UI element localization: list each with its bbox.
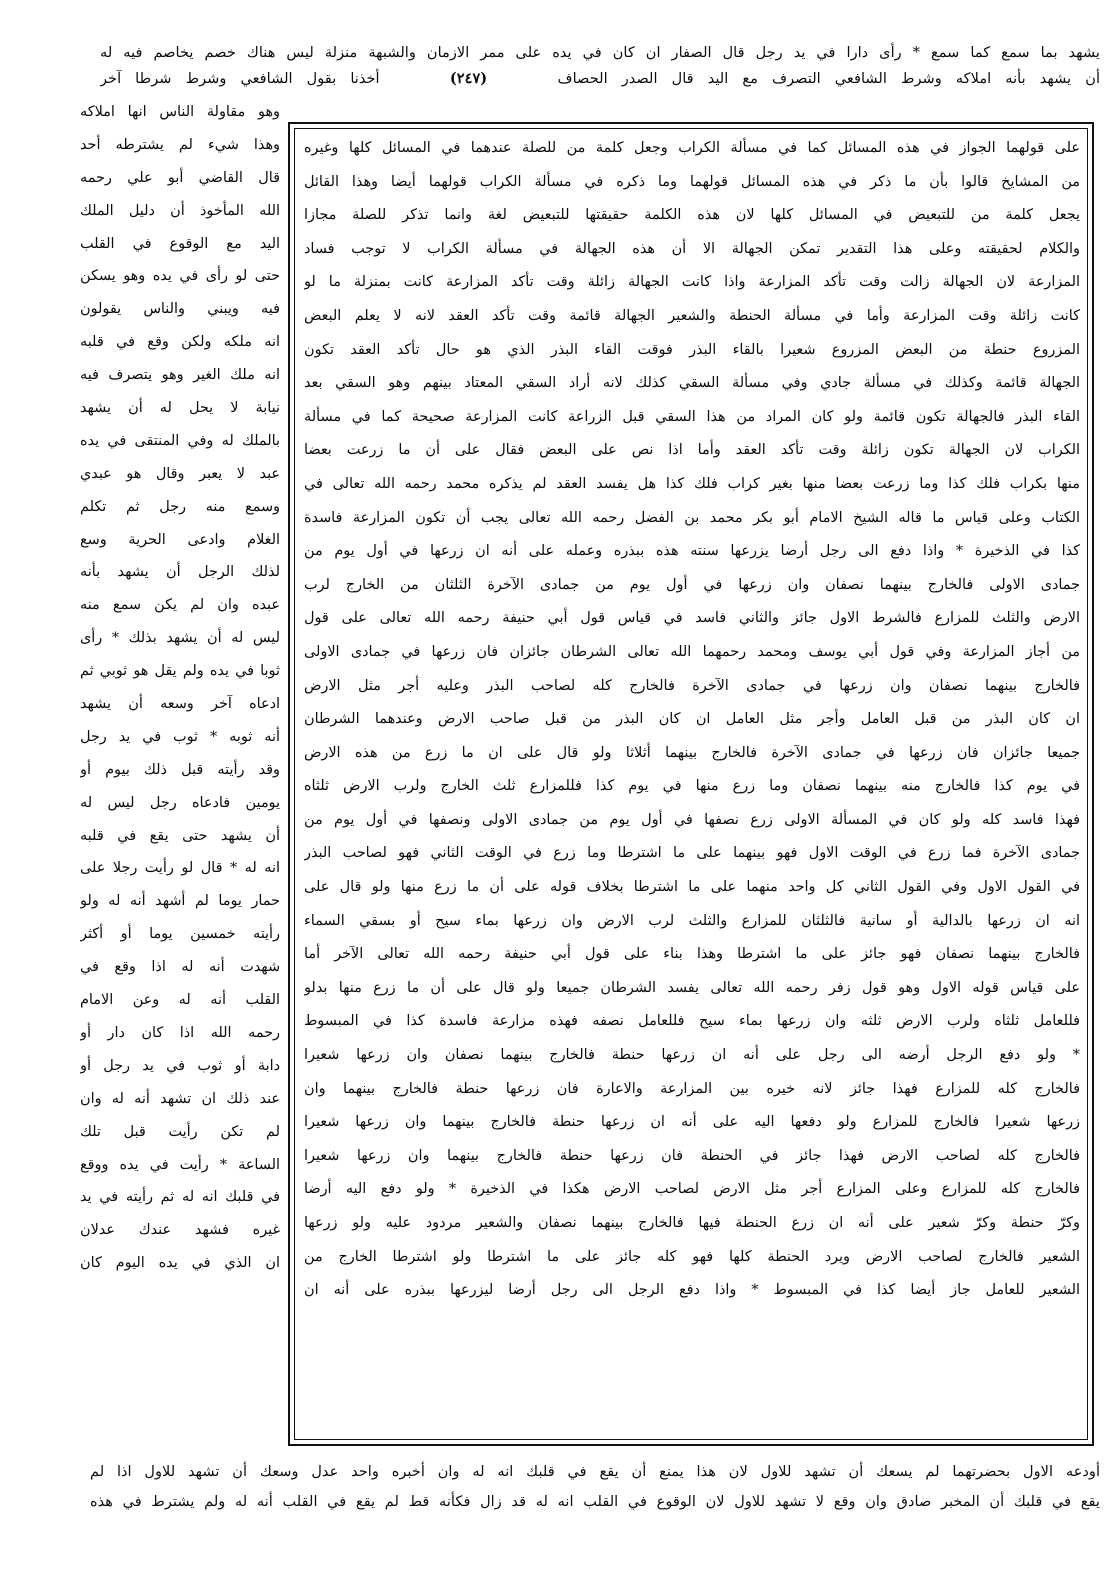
footer-line-1: أودعه الاول بحضرتهما لم يسعك أن تشهد للاول لان هذا يمنع أن يقع في قلبك انه له وان أخبره واحد عدل وسعك أن تشهد للاول اذا لم (90, 1463, 1100, 1480)
margin-text-line: الغلام وادعى الحرية وسع (80, 531, 280, 548)
margin-text-line: رأيته خمسين يوما أو أكثر (80, 926, 280, 943)
main-text-line: من أجاز المزارعة وفي قول أبي يوسف ومحمد رحمهما الله تعالى الشرطان جائزان فان زرعها في جمادى الاولى (304, 643, 1080, 660)
main-text-line: فالخارج كله للمزارع وعلى المزارع أجر مثل الارض لصاحب الارض هكذا في الذخيرة * ولو دفع اليه أرضا (304, 1181, 1080, 1198)
main-text-line: زرعها شعيرا فالخارج للمزارع ولو دفعها اليه على أنه ان زرعها حنطة فالخارج بينهما وان زرعها شعيرا (304, 1114, 1080, 1131)
footer-line-2: يقع في قلبك أن المخبر صادق وان وقع لا تشهد للاول لان الوقوع في القلب انه له قد زال فكأنه قط لم يقع في القلب أنه له ولم يشترط في هذه (90, 1493, 1100, 1510)
margin-text-line: لذلك الرجل أن يشهد بأنه (80, 564, 280, 581)
header-line-2-left: أخذنا بقول الشافعي وشرط شرطا آخر (100, 70, 380, 87)
margin-text-line: انه ملك الغير وهو يتصرف فيه (80, 367, 280, 384)
main-text-line: ان كان البذر من قبل العامل وأجر مثل العامل ان كان البذر من قبل صاحب الارض وعندهما الشرطان (304, 711, 1080, 728)
margin-text-line: فيه ويبني والناس يقولون (80, 301, 280, 318)
margin-text-line: حمار يوما لم أشهد أنه له ولو (80, 893, 280, 910)
margin-text-line: رحمه الله اذا كان دار أو (80, 1024, 280, 1041)
main-text-line: منها بكراب فلك كذا وما زرعت بعضا منها بغير كراب فلك كذا هل يفسد العقد لم يذكره محمد رحمه الله تعالى في (304, 475, 1080, 492)
margin-text-line: الساعة * رأيت في يده ووقع (80, 1156, 280, 1173)
margin-text-line: انه له * قال لو رأيت رجلا على (80, 860, 280, 877)
main-text-line: القاء البذر فالجهالة تكون قائمة ولو كان المراد من هذا السقي قبل الزراعة كانت المزارعة صحيحة كما في مسألة (304, 408, 1080, 425)
main-text-line: الكتاب وعلى قياس ما قاله الشيخ الامام أبو بكر محمد بن الفضل رحمه الله تعالى يجب أن تكون المزارعة فاسدة (304, 509, 1080, 526)
margin-text-line: وقد رأيته قبل ذلك بيوم أو (80, 761, 280, 778)
margin-text-line: لم تكن رأيت قبل تلك (80, 1123, 280, 1140)
main-text-line: وكرّ حنطة وكرّ شعير على أنه ان زرع الحنطة فيها فالخارج بينهما نصفان والشعير مردود عليه ولو زرعها (304, 1215, 1080, 1231)
main-text-line: الكراب لان الجهالة تكون زائلة وقت تأكد العقد وأما اذا نص على البعض فقال على أن ما زرعت بعضا (304, 442, 1080, 459)
margin-text-line: وسمع منه رجل ثم تكلم (80, 498, 280, 515)
margin-text-line: عبد لا يعبر وقال هو عبدي (80, 465, 280, 482)
margin-text-line: الله المأخوذ أن دليل الملك (80, 202, 280, 219)
main-text-line: على قولهما الجواز في هذه المسائل كما في مسألة الكراب وجعل كلمة من للصلة عندهما في المسائل كلها وغيره (304, 140, 1080, 156)
margin-text-line: عند ذلك ان تشهد أنه له وان (80, 1090, 280, 1107)
margin-text-line: شهدت أنه له اذا وقع في (80, 959, 280, 976)
margin-text-line: انه ملكه ولكن وقع في قلبه (80, 334, 280, 351)
main-text-line: فالخارج كله لصاحب الارض فهذا جائز في الحنطة فان زرعها حنطة فالخارج بينهما وان زرعها شعيرا (304, 1147, 1080, 1164)
main-text-line: الجهالة قائمة وكذلك في مسألة جادي وفي مسألة السقي كذلك لانه أراد السقي المعتاد بينهم وهو السقي بعد (304, 375, 1080, 392)
main-text-line: المزروع حنطة من البعض المزروع شعيرا بالقاء البذر فوقت القاء البذر الذي هو حال تأكد العقد تكون (304, 341, 1080, 358)
main-text-line: كذا في الذخيرة * واذا دفع الى رجل أرضا يزرعها سنته هذه ببذره وعمله على أنه ان زرعها في أول يوم من (304, 543, 1080, 560)
main-text-line: فالخارج بينهما نصفان فهو جائز على ما اشترطا وهذا بناء على قول أبي حنيفة رحمه الله تعالى الآخر أما (304, 946, 1080, 963)
header-line-2 (100, 66, 1100, 92)
main-text-line: فالخارج كله للمزارع فهذا جائز لانه خيره بين المزارعة والاعارة فان زرعها حنطة فالخارج بينهما وان (304, 1080, 1080, 1097)
main-text-line: فللعامل ثلثاه ولرب الارض ثلثه وان زرعها بماء سيح فللعامل نصفه فهذه مزارعة فاسدة كذا في المبسوط (304, 1013, 1080, 1030)
header-line-2-right: أن يشهد بأنه املاكه وشرط الشافعي التصرف مع اليد قال الصدر الحصاف (557, 70, 1100, 87)
main-text-line: في القول الاول وفي القول الثاني كل واحد منهما على ما اشترطا بخلاف قوله على أن ما زرع منها ولو قال على (304, 879, 1080, 896)
header-line-1: يشهد بما سمع كما سمع * رأى دارا في يد رجل قال الصفار ان كان في يده على ممر الازمان والشبهة منزلة ليس هناك خصم يخاصم فيه له (100, 44, 1100, 61)
main-text-line: يجعل كلمة من للتبعيض في المسائل كلها لان هذه الكلمة حقيقتها للتبعيض لغة وانما تذكر للصلة مجازا (304, 207, 1080, 224)
main-text-line: جميعا جائزان فان زرعها في جمادى الآخرة فالخارج بينهما أثلاثا ولو قال على ان ما زرع من هذه الارض (304, 744, 1080, 761)
page-number: (٢٤٧) (449, 70, 488, 87)
main-text-line: الشعير فالخارج لصاحب الارض ويرد الحنطة كلها فهو كله جائز على ما اشترطا ولو اشترطا الخارج من (304, 1248, 1080, 1265)
main-text-line: انه ان زرعها بالدالية أو سانية فالثلثان للمزارع والثلث لرب الارض وان زرعها بماء سيح أو بسقي السماء (304, 912, 1080, 929)
margin-text-line: أنه ثوبه * ثوب في يد رجل (80, 728, 280, 745)
main-text-line: من المشايخ قالوا بأن ما ذكر في هذه المسائل قولهما وما ذكره في مسألة الكراب قولهما أيضا وهذا القائل (304, 173, 1080, 190)
margin-text-line: وهذا شيء لم يشترطه أحد (80, 136, 280, 153)
margin-text-line: غيره فشهد عندك عدلان (80, 1222, 280, 1239)
main-text-line: فالخارج بينهما نصفان وان زرعها في جمادى الآخرة فالخارج كله لصاحب البذر وعليه أجر مثل الارض (304, 677, 1080, 694)
margin-text-line: يومين فادعاه رجل ليس له (80, 794, 280, 811)
margin-commentary-column (80, 96, 280, 1448)
margin-text-line: حتى لو رأى في يده وهو يسكن (80, 268, 280, 285)
margin-text-line: عبده وان لم يكن سمع منه (80, 597, 280, 614)
main-text-line: فهذا فاسد كله ولو كان في المسألة الاولى زرع نصفها في أول يوم من جمادى الاولى ونصفها في أول يوم من (304, 811, 1080, 828)
margin-text-line: ادعاه آخر وسعه أن يشهد (80, 696, 280, 713)
main-text-line: على قياس قوله الاول وهو قول زفر رحمه الله تعالى يفسد الشرطان جميعا ولو قال على أن ما زرع منها بدلو (304, 979, 1080, 996)
margin-text-line: القلب أنه له وعن الامام (80, 992, 280, 1009)
margin-text-line: بالملك له وفي المنتقى في يده (80, 432, 280, 449)
main-text-line: في يوم كذا فالخارج منه بينهما نصفان وما زرع منها في يوم كذا فللمزارع ثلث الخارج ولرب الارض ثلثاه (304, 778, 1080, 795)
margin-text-line: أن يشهد حتى يقع في قلبه (80, 827, 280, 844)
main-text-line: جمادى الآخرة فما زرع في الوقت الاول فهو بينهما على ما اشترطا وما زرع في الوقت الثاني فهو لصاحب البذر (304, 845, 1080, 862)
main-text-line: * ولو دفع الرجل أرضه الى رجل على أنه ان زرعها حنطة فالخارج بينهما نصفان وان زرعها شعيرا (304, 1047, 1080, 1064)
margin-text-line: دابة أو ثوب في يد رجل أو (80, 1057, 280, 1074)
main-text-line: الارض والثلث للمزارع فالشرط الاول جائز والثاني فاسد في قياس قول أبي حنيفة رحمه الله تعالى على قول (304, 610, 1080, 627)
margin-text-line: قال القاضي أبو علي رحمه (80, 169, 280, 186)
main-text-line: المزارعة لان الجهالة زالت وقت تأكد المزارعة واذا كانت الجهالة زائلة وقت تأكد المزارعة كانت بمنزلة ما لو (304, 274, 1080, 291)
margin-text-line: ليس له أن يشهد بذلك * رأى (80, 630, 280, 647)
margin-text-line: ان الذي في يده اليوم كان (80, 1255, 280, 1272)
main-text-line: جمادى الاولى فالخارج بينهما نصفان وان زرعها في أول يوم من جمادى الآخرة الثلثان من الخارج لرب (304, 576, 1080, 593)
margin-text-line: في قلبك انه له ثم رأيته في يد (80, 1189, 280, 1206)
margin-text-line: ثوبا في يده ولم يقل هو ثوبي ثم (80, 663, 280, 680)
main-text-line: والكلام لحقيقته وعلى هذا التقدير تمكن الجهالة الا أن هذه الجهالة في مسألة الكراب لا توجب فساد (304, 240, 1080, 257)
main-text-column (304, 132, 1080, 1438)
margin-text-line: نيابة لا يحل له أن يشهد (80, 400, 280, 417)
margin-text-line: اليد مع الوقوع في القلب (80, 235, 280, 252)
main-text-line: الشعير للعامل جاز أيضا كذا في المبسوط * واذا دفع الرجل الى رجل أرضا ليزرعها ببذره على أنه ان (304, 1282, 1080, 1299)
main-text-line: كانت زائلة وقت المزارعة وأما في مسألة الحنطة والشعير الجهالة قائمة وقت تأكد العقد لانه لا يعلم البعض (304, 307, 1080, 324)
margin-text-line: وهو مقاولة الناس انها املاكه (80, 104, 280, 120)
